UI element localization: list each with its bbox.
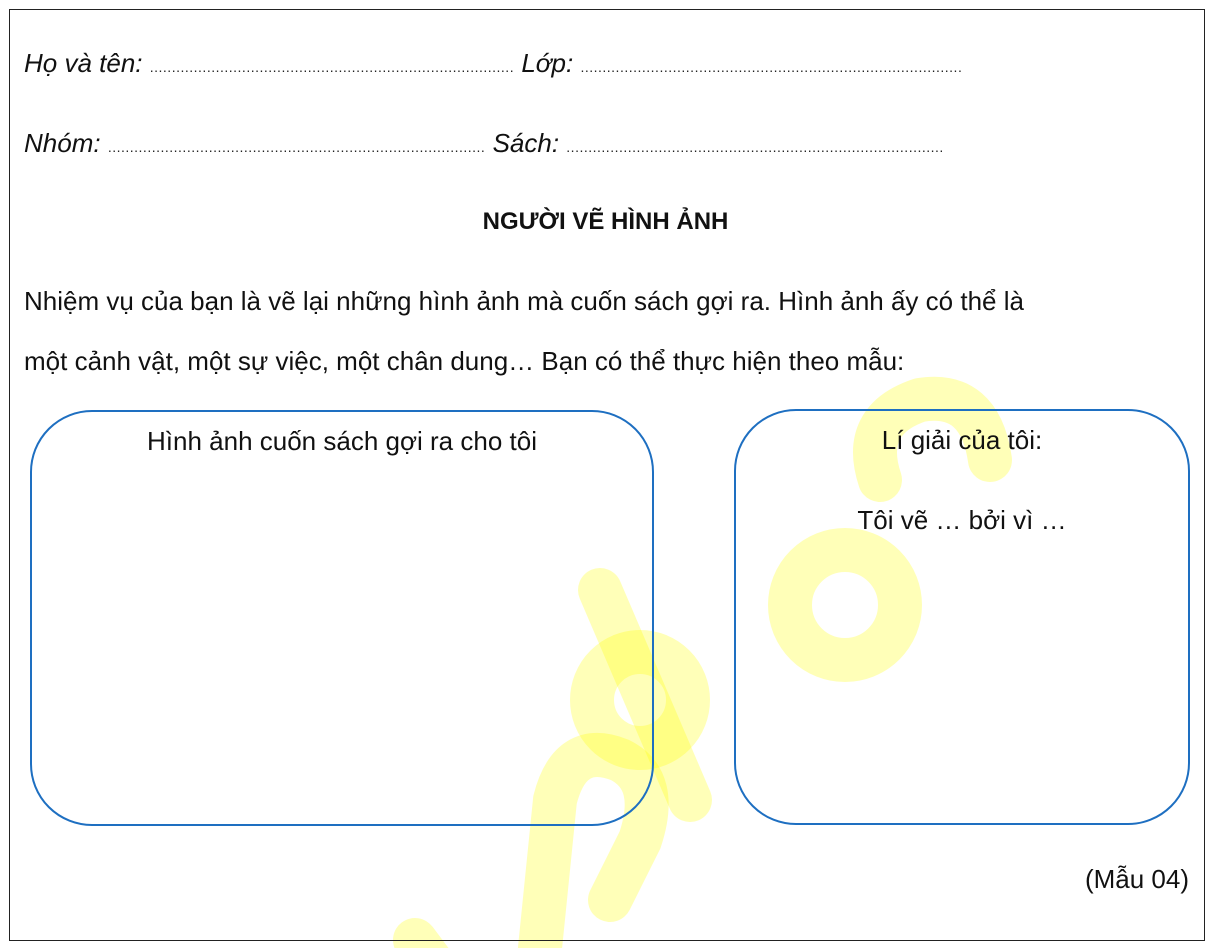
name-class-row xyxy=(24,48,962,79)
explanation-prompt: Tôi vẽ … bởi vì … xyxy=(857,505,1067,535)
group-book-row xyxy=(24,128,944,159)
explanation-box-title: Lí giải của tôi: xyxy=(881,425,1043,455)
drawing-box-title: Hình ảnh cuốn sách gợi ra cho tôi xyxy=(147,426,537,456)
instruction-line-2: một cảnh vật, một sự việc, một chân dung… Bạn có thể thực hiện theo mẫu: xyxy=(24,346,905,376)
name-label: Họ và tên: xyxy=(24,48,143,78)
instruction-line-1: Nhiệm vụ của bạn là vẽ lại những hình ảnh mà cuốn sách gợi ra. Hình ảnh ấy có thể là xyxy=(24,286,1024,316)
page-title: NGƯỜI VẼ HÌNH ẢNH xyxy=(482,208,729,235)
explanation-box[interactable] xyxy=(734,409,1190,825)
group-label: Nhóm: xyxy=(24,128,101,158)
class-label: Lớp: xyxy=(521,48,574,78)
drawing-box[interactable] xyxy=(30,410,654,826)
book-label: Sách: xyxy=(492,128,560,158)
book-field[interactable]: ...................................................................................... xyxy=(566,139,944,155)
name-field[interactable]: ................................................................................... xyxy=(149,59,515,75)
sample-label: (Mẫu 04) xyxy=(1084,864,1189,894)
class-field[interactable]: ....................................................................................... xyxy=(580,59,963,75)
group-field[interactable]: ...................................................................................... xyxy=(107,139,486,155)
